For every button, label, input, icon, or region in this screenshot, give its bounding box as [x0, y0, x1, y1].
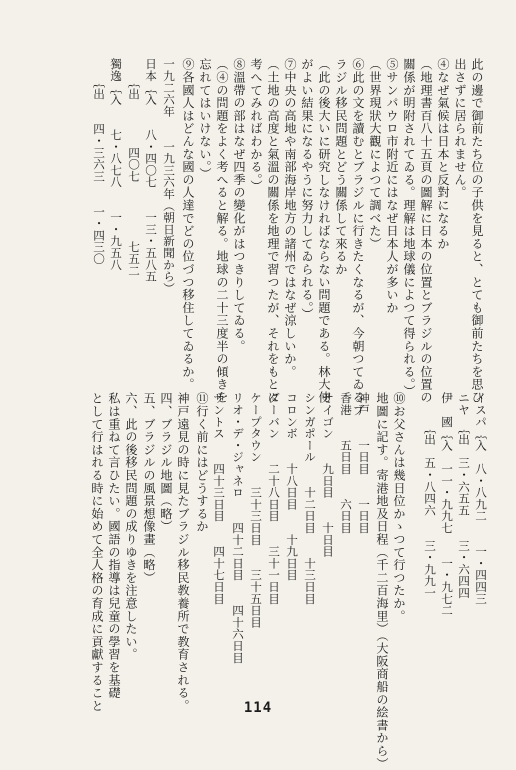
text-column: 六、此の後移民問題の成りゆきを注意したい。 [124, 392, 138, 661]
text-column: 忘れてはいけない。） [198, 58, 212, 180]
text-column: として行はれる時に始めて全人格の育成に貢獻すること [90, 392, 104, 712]
text-column: 四、ブラジル地圖（略） [159, 392, 173, 533]
text-column: ニヤ ｛出 三・六五五 三・六四四 [457, 392, 471, 599]
text-column: コロンボ 十八日目 十九日目 [285, 392, 299, 581]
text-column: 五、ブラジルの風景想像畫（略） [142, 392, 156, 584]
text-column: 一九二六年 一九三六年（朝日新聞から） [162, 58, 176, 294]
text-column: ⑧溫帶の部はなぜ四季の變化がはつきりしてゐる。 [232, 58, 246, 353]
text-column: （④の問題をよく考へると解る。地球の二十三度半の傾きを [215, 58, 229, 404]
text-column: ⑥此の文を讀むとブラジルに行きたくなるが、今朝つてゐるブ [351, 58, 365, 417]
text-column: 私は重ねて言ひたい。國語の指導は兒童の學習を基礎 [107, 392, 121, 700]
text-column: ④なぜ氣候は日本と反對になるか [436, 58, 450, 250]
text-column: ｛出 四・三六三 一・四三〇 [92, 58, 106, 265]
text-column: ⑤サンパウロ市附近にはなぜ日本人が多いか [385, 58, 399, 314]
page-number: 114 [243, 700, 273, 716]
text-column: ⑦中央の高地や南部海岸地方の諸州ではなぜ涼しいか。 [283, 58, 297, 378]
text-column: ⑪行く前にはどうするか [195, 392, 209, 533]
text-column: がよい結果になるやうに努力してゐられる。） [300, 58, 314, 321]
text-column: サイゴン 九日目 十日目 [321, 392, 335, 558]
text-column: 伊 國｛入 一一・九九七 一・九七二 [440, 392, 454, 617]
text-column: 神戸遠見の時に見たブラジル移民教養所で教育される。 [176, 392, 190, 712]
text-column: 此の邊で御前たち位の子供を見ると、とても御前たちを思ひ [470, 58, 484, 404]
text-column: ｛出 四〇七 七五二 [127, 58, 141, 277]
text-column: 關係が明附されてゐる。理解は地球儀によつて得られる。） [402, 58, 416, 398]
text-column: （此の後大いに研究しなければならない問題である。林大使 [317, 58, 331, 404]
text-column: イスパ｛入 八・八九二 一・四四三 [474, 392, 488, 605]
text-column: ダーバン 二十八日目 三十一日目 [267, 392, 281, 605]
text-column: （世界現狀大觀によつて調べた） [368, 58, 382, 250]
text-column: ケープタウン 三十三日目 三十五日目 [249, 392, 263, 628]
text-column: リオ・デ・ジャネロ 四十二日目 四十六日目 [231, 392, 245, 664]
text-column: （土地の高度と氣溫の關係を地理で習つたが、それをもとに [266, 58, 280, 404]
text-column: ラジル移民問題とどう關係して來るか [334, 58, 348, 276]
text-column: シンガポール 十二日目 十三日目 [303, 392, 317, 605]
text-column: 日本｛入 八・四〇七 一三・五八五 [144, 58, 158, 283]
text-column: 獨逸｛入 七・八七八 一・九五八 [109, 58, 123, 271]
text-column: サントス 四十三日目 四十七日目 [212, 392, 226, 605]
text-column: （地理書百八十五頁の圖解に日本の位置とブラジルの位置の [419, 58, 433, 404]
text-column: 香港 五日目 六日目 [339, 392, 353, 534]
text-column: ⑨各國人はどんな國の人達でどの位づつ移住してゐるか。 [181, 58, 195, 391]
text-column: 地圖に記す。寄港地及日程（千二百海里）（大阪商船の絵書から） [375, 392, 389, 770]
text-column: ｛出 五・八四六 三・九九一 [423, 392, 437, 599]
text-column: ⑩お父さんは幾日位かゝつて行つたか。 [392, 392, 406, 623]
text-column: 出さずに居られません。 [453, 58, 467, 199]
text-column: 神戸 一日目 一日目 [357, 392, 371, 534]
text-column: 考へてみればわかる。） [249, 58, 263, 193]
